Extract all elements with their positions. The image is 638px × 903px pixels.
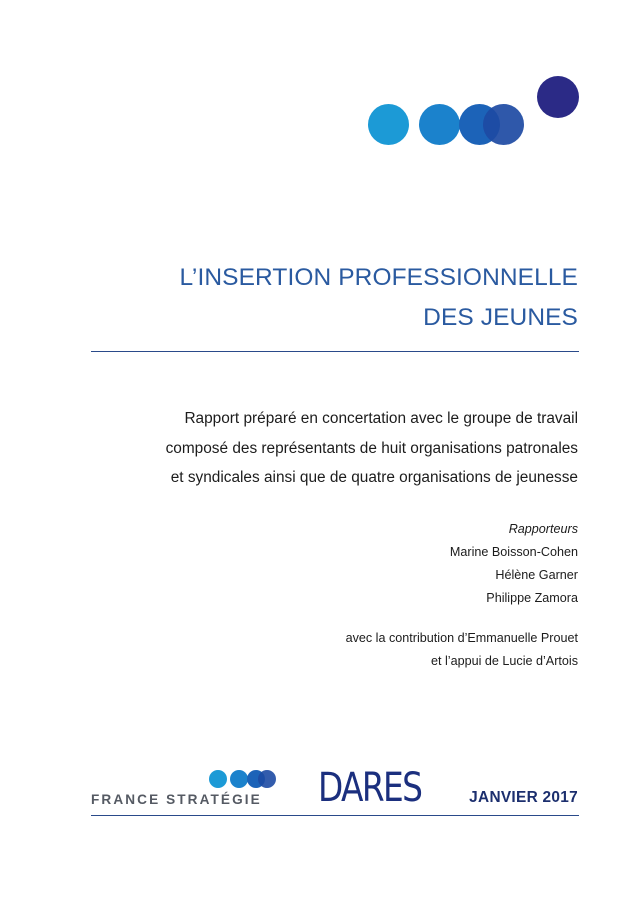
rapporteurs-heading: Rapporteurs [508, 522, 578, 536]
intro-paragraph [118, 404, 578, 493]
intro-line-1: Rapport préparé en concertation avec le groupe de travail [184, 410, 578, 427]
logo-circle-light [368, 104, 409, 145]
fs-logo-circle-mid [230, 770, 248, 788]
logo-circle-navy [483, 104, 524, 145]
fs-logo-circle-light [209, 770, 227, 788]
contribution-line-1: avec la contribution d’Emmanuelle Prouet [345, 631, 578, 645]
logo-circle-mid [419, 104, 460, 145]
title-divider [91, 351, 579, 352]
title-line-2: DES JEUNES [423, 304, 578, 331]
credits-block [178, 518, 578, 673]
author-name: Hélène Garner [495, 568, 578, 582]
publication-date: JANVIER 2017 [469, 789, 578, 806]
title-line-1: L’INSERTION PROFESSIONNELLE [179, 264, 578, 291]
author-name: Marine Boisson-Cohen [449, 545, 578, 559]
dares-logo: DARES [318, 765, 422, 811]
intro-line-3: et syndicales ainsi que de quatre organisations de jeunesse [170, 469, 578, 486]
fs-logo-circle-navy [258, 770, 276, 788]
intro-line-2: composé des représentants de huit organisations patronales [165, 439, 578, 457]
france-strategie-text: FRANCE STRATÉGIE [91, 792, 262, 807]
contribution-line-2: et l’appui de Lucie d’Artois [430, 654, 578, 668]
footer-divider [91, 815, 579, 816]
logo-circle-purple [537, 76, 579, 118]
author-name: Philippe Zamora [486, 591, 578, 605]
page-title [78, 258, 578, 338]
spacer [178, 610, 578, 627]
